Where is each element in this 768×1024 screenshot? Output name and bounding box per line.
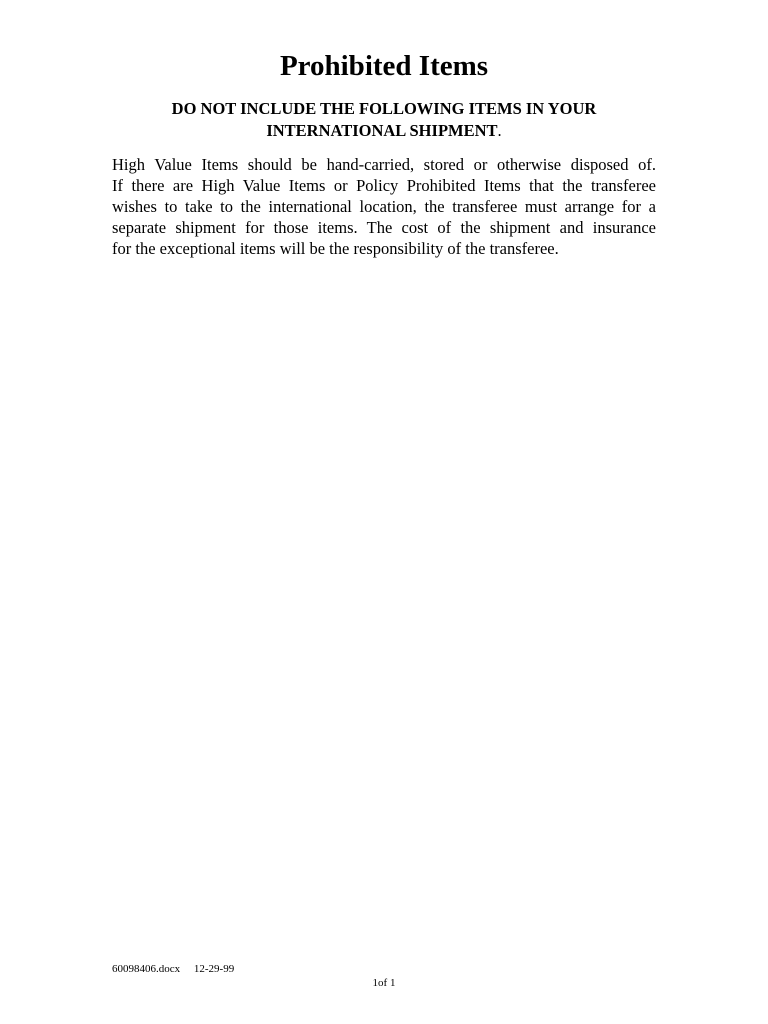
footer-date: 12-29-99 (193, 963, 235, 975)
document-title: Prohibited Items (279, 50, 489, 82)
warning-period: . (497, 121, 502, 140)
paragraph-line: If there are High Value Items or Policy Prohibited Items that the transferee (112, 176, 656, 195)
page-number: 1of 1 (372, 977, 396, 989)
warning-line-1: DO NOT INCLUDE THE FOLLOWING ITEMS IN YOUR (171, 99, 597, 118)
paragraph-line: for the exceptional items will be the responsibility of the transferee. (112, 239, 559, 258)
warning-line-2-text: INTERNATIONAL SHIPMENT (266, 121, 498, 140)
paragraph-line: wishes to take to the international location, the transferee must arrange for a (112, 197, 656, 216)
footer-filename: 60098406.docx (112, 963, 181, 975)
warning-line-2 (112, 120, 656, 142)
paragraph-line: High Value Items should be hand-carried, stored or otherwise disposed of. (112, 155, 656, 174)
footer-file-reference (112, 962, 234, 976)
paragraph-line: separate shipment for those items. The cost of the shipment and insurance (112, 218, 656, 237)
shipment-warning-heading (112, 98, 656, 142)
high-value-items-paragraph (112, 154, 656, 259)
